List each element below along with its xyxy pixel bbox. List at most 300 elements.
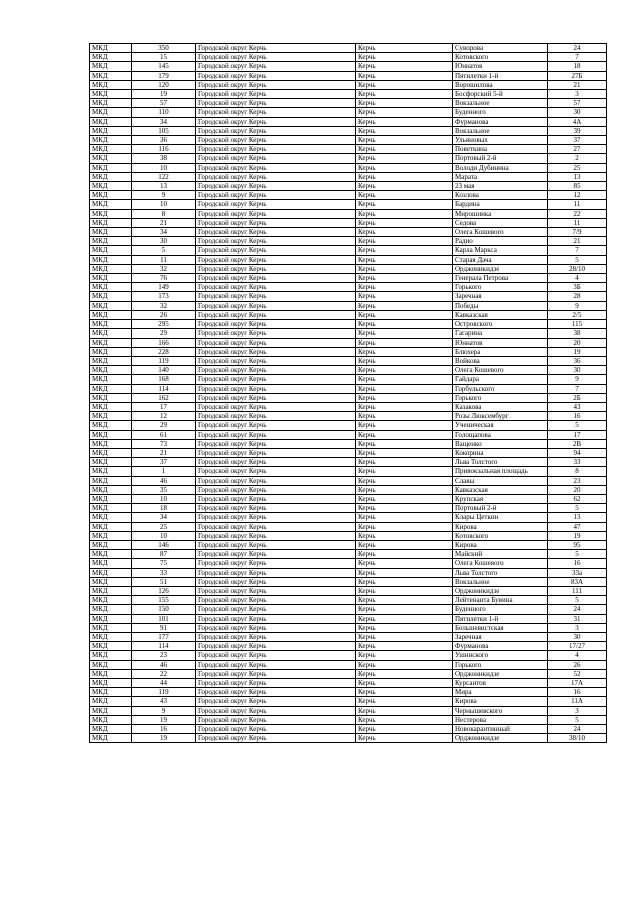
building-type-cell: МКД [90,191,132,200]
building-type-cell: МКД [90,310,132,319]
count-cell: 120 [132,80,196,89]
building-type-cell: МКД [90,679,132,688]
count-cell: 1 [132,467,196,476]
street-cell: Льва Толстого [453,568,548,577]
count-cell: 10 [132,163,196,172]
building-type-cell: МКД [90,725,132,734]
building-type-cell: МКД [90,531,132,540]
city-cell: Керчь [356,513,453,522]
table-row [90,329,607,338]
building-type-cell: МКД [90,53,132,62]
count-cell: 29 [132,329,196,338]
house-number-cell: 7/9 [548,228,607,237]
count-cell: 37 [132,458,196,467]
table-row [90,559,607,568]
city-cell: Керчь [356,209,453,218]
table-row [90,568,607,577]
city-cell: Керчь [356,669,453,678]
street-cell: Большевистская [453,623,548,632]
district-cell: Городской округ Керчь [196,71,356,80]
building-type-cell: МКД [90,669,132,678]
city-cell: Керчь [356,734,453,743]
building-type-cell: МКД [90,458,132,467]
house-number-cell: 3 [548,623,607,632]
table-row [90,200,607,209]
count-cell: 19 [132,90,196,99]
district-cell: Городской округ Керчь [196,53,356,62]
city-cell: Керчь [356,237,453,246]
street-cell: Чернышевского [453,706,548,715]
house-number-cell: 38 [548,329,607,338]
table-body [90,44,607,743]
city-cell: Керчь [356,283,453,292]
count-cell: 126 [132,586,196,595]
street-cell: Ученическая [453,421,548,430]
street-cell: Горького [453,660,548,669]
building-type-cell: МКД [90,412,132,421]
city-cell: Керчь [356,485,453,494]
house-number-cell: 20 [548,485,607,494]
street-cell: Вокзальное [453,99,548,108]
city-cell: Керчь [356,568,453,577]
street-cell: Гагарина [453,329,548,338]
building-type-cell: МКД [90,136,132,145]
count-cell: 38 [132,154,196,163]
city-cell: Керчь [356,329,453,338]
house-number-cell: 7 [548,53,607,62]
city-cell: Керчь [356,172,453,181]
district-cell: Городской округ Керчь [196,108,356,117]
district-cell: Городской округ Керчь [196,467,356,476]
building-type-cell: МКД [90,255,132,264]
table-row [90,218,607,227]
district-cell: Городской округ Керчь [196,559,356,568]
city-cell: Керчь [356,310,453,319]
table-row [90,228,607,237]
house-number-cell: 3Б [548,283,607,292]
table-row [90,633,607,642]
city-cell: Керчь [356,430,453,439]
street-cell: Лейтенанта Бувина [453,596,548,605]
building-type-cell: МКД [90,320,132,329]
count-cell: 162 [132,393,196,402]
building-type-cell: МКД [90,623,132,632]
house-number-cell: 27Б [548,71,607,80]
table-row [90,191,607,200]
district-cell: Городской округ Керчь [196,531,356,540]
house-number-cell: 31 [548,614,607,623]
street-cell: Кавказская [453,310,548,319]
table-row [90,660,607,669]
building-type-cell: МКД [90,568,132,577]
table-row [90,136,607,145]
district-cell: Городской округ Керчь [196,734,356,743]
building-type-cell: МКД [90,126,132,135]
table-row [90,642,607,651]
street-cell: Кавказская [453,485,548,494]
house-number-cell: 22 [548,209,607,218]
district-cell: Городской округ Керчь [196,163,356,172]
table-row [90,246,607,255]
house-number-cell: 95 [548,540,607,549]
table-row [90,264,607,273]
district-cell: Городской округ Керчь [196,679,356,688]
street-cell: Портовый 2-й [453,504,548,513]
count-cell: 23 [132,651,196,660]
count-cell: 116 [132,145,196,154]
count-cell: 16 [132,725,196,734]
table-row [90,651,607,660]
count-cell: 122 [132,172,196,181]
street-cell: Казакова [453,402,548,411]
district-cell: Городской округ Керчь [196,633,356,642]
city-cell: Керчь [356,540,453,549]
count-cell: 166 [132,338,196,347]
building-type-cell: МКД [90,439,132,448]
district-cell: Городской округ Керчь [196,62,356,71]
city-cell: Керчь [356,725,453,734]
street-cell: Горького [453,393,548,402]
table-row [90,596,607,605]
table-row [90,513,607,522]
district-cell: Городской округ Керчь [196,182,356,191]
building-type-cell: МКД [90,715,132,724]
district-cell: Городской округ Керчь [196,458,356,467]
district-cell: Городской округ Керчь [196,623,356,632]
house-number-cell: 5 [548,550,607,559]
count-cell: 43 [132,697,196,706]
district-cell: Городской округ Керчь [196,642,356,651]
building-type-cell: МКД [90,421,132,430]
building-type-cell: МКД [90,476,132,485]
city-cell: Керчь [356,126,453,135]
city-cell: Керчь [356,605,453,614]
count-cell: 73 [132,439,196,448]
table-row [90,338,607,347]
street-cell: Юннатов [453,62,548,71]
building-type-cell: МКД [90,448,132,457]
street-cell: Бардина [453,200,548,209]
count-cell: 145 [132,62,196,71]
house-number-cell: 111 [548,586,607,595]
count-cell: 101 [132,614,196,623]
city-cell: Керчь [356,274,453,283]
district-cell: Городской округ Керчь [196,292,356,301]
house-number-cell: 7 [548,384,607,393]
district-cell: Городской округ Керчь [196,725,356,734]
district-cell: Городской округ Керчь [196,513,356,522]
count-cell: 29 [132,421,196,430]
building-type-cell: МКД [90,467,132,476]
house-number-cell: 33 [548,458,607,467]
district-cell: Городской округ Керчь [196,605,356,614]
city-cell: Керчь [356,614,453,623]
house-number-cell: 21 [548,237,607,246]
street-cell: Генерала Петрова [453,274,548,283]
city-cell: Керчь [356,439,453,448]
city-cell: Керчь [356,393,453,402]
street-cell: Марата [453,172,548,181]
city-cell: Керчь [356,99,453,108]
district-cell: Городской округ Керчь [196,200,356,209]
street-cell: Суворова [453,44,548,53]
street-cell: Кирова [453,540,548,549]
house-number-cell: 19 [548,347,607,356]
city-cell: Керчь [356,550,453,559]
table-row [90,393,607,402]
count-cell: 46 [132,660,196,669]
street-cell: Орджоникидзе [453,586,548,595]
building-type-cell: МКД [90,264,132,273]
house-number-cell: 24 [548,44,607,53]
table-row [90,439,607,448]
city-cell: Керчь [356,660,453,669]
count-cell: 9 [132,191,196,200]
city-cell: Керчь [356,182,453,191]
table-row [90,623,607,632]
count-cell: 140 [132,366,196,375]
city-cell: Керчь [356,218,453,227]
table-row [90,412,607,421]
table-row [90,182,607,191]
table-row [90,540,607,549]
city-cell: Керчь [356,522,453,531]
district-cell: Городской округ Керчь [196,255,356,264]
house-number-cell: 26 [548,660,607,669]
building-type-cell: МКД [90,246,132,255]
building-type-cell: МКД [90,577,132,586]
building-type-cell: МКД [90,163,132,172]
building-type-cell: МКД [90,172,132,181]
building-type-cell: МКД [90,586,132,595]
count-cell: 35 [132,485,196,494]
table-row [90,375,607,384]
street-cell: Курсантов [453,679,548,688]
building-type-cell: МКД [90,393,132,402]
house-number-cell: 94 [548,448,607,457]
count-cell: 75 [132,559,196,568]
district-cell: Городской округ Керчь [196,393,356,402]
table-row [90,237,607,246]
count-cell: 150 [132,605,196,614]
city-cell: Керчь [356,356,453,365]
building-type-cell: МКД [90,90,132,99]
house-number-cell: 47 [548,522,607,531]
street-cell: Нестерова [453,715,548,724]
table-row [90,356,607,365]
city-cell: Керчь [356,421,453,430]
street-cell: Пятилетки 1-й [453,71,548,80]
table-row [90,448,607,457]
house-number-cell: 4А [548,117,607,126]
table-row [90,292,607,301]
table-row [90,71,607,80]
count-cell: 33 [132,568,196,577]
table-row [90,734,607,743]
house-number-cell: 21 [548,80,607,89]
house-number-cell: 5 [548,596,607,605]
table-row [90,172,607,181]
district-cell: Городской округ Керчь [196,614,356,623]
count-cell: 51 [132,577,196,586]
house-number-cell: 17А [548,679,607,688]
house-number-cell: 4 [548,274,607,283]
street-cell: Новокарантинный [453,725,548,734]
house-number-cell: 30 [548,108,607,117]
building-type-cell: МКД [90,384,132,393]
table-row [90,44,607,53]
city-cell: Керчь [356,586,453,595]
street-cell: Ващенко [453,439,548,448]
city-cell: Керчь [356,320,453,329]
city-cell: Керчь [356,117,453,126]
building-type-cell: МКД [90,633,132,642]
city-cell: Керчь [356,504,453,513]
house-number-cell: 28/10 [548,264,607,273]
house-number-cell: 13 [548,513,607,522]
street-cell: Льва Толстого [453,458,548,467]
district-cell: Городской округ Керчь [196,172,356,181]
table-row [90,384,607,393]
city-cell: Керчь [356,71,453,80]
building-type-cell: МКД [90,522,132,531]
count-cell: 350 [132,44,196,53]
district-cell: Городской округ Керчь [196,522,356,531]
city-cell: Керчь [356,559,453,568]
city-cell: Керчь [356,412,453,421]
district-cell: Городской округ Керчь [196,476,356,485]
table-row [90,605,607,614]
count-cell: 105 [132,126,196,135]
count-cell: 76 [132,274,196,283]
building-type-cell: МКД [90,614,132,623]
building-type-cell: МКД [90,375,132,384]
city-cell: Керчь [356,458,453,467]
district-cell: Городской округ Керчь [196,568,356,577]
count-cell: 119 [132,356,196,365]
house-number-cell: 25 [548,163,607,172]
table-row [90,301,607,310]
count-cell: 34 [132,228,196,237]
building-type-cell: МКД [90,218,132,227]
building-type-cell: МКД [90,540,132,549]
housing-registry-table [89,43,607,743]
house-number-cell: 16 [548,559,607,568]
table-row [90,209,607,218]
table-row [90,706,607,715]
count-cell: 46 [132,476,196,485]
count-cell: 228 [132,347,196,356]
count-cell: 119 [132,688,196,697]
street-cell: Портовый 2-й [453,154,548,163]
building-type-cell: МКД [90,559,132,568]
street-cell: Горького [453,283,548,292]
table-row [90,715,607,724]
house-number-cell: 85 [548,182,607,191]
count-cell: 21 [132,218,196,227]
count-cell: 91 [132,623,196,632]
house-number-cell: 37 [548,136,607,145]
count-cell: 12 [132,412,196,421]
table-row [90,99,607,108]
table-row [90,274,607,283]
district-cell: Городской округ Керчь [196,347,356,356]
city-cell: Керчь [356,688,453,697]
building-type-cell: МКД [90,706,132,715]
district-cell: Городской округ Керчь [196,596,356,605]
city-cell: Керчь [356,145,453,154]
district-cell: Городской округ Керчь [196,412,356,421]
count-cell: 21 [132,448,196,457]
district-cell: Городской округ Керчь [196,504,356,513]
district-cell: Городской округ Керчь [196,402,356,411]
count-cell: 179 [132,71,196,80]
district-cell: Городской округ Керчь [196,366,356,375]
count-cell: 9 [132,706,196,715]
count-cell: 10 [132,494,196,503]
city-cell: Керчь [356,90,453,99]
count-cell: 26 [132,310,196,319]
house-number-cell: 28 [548,292,607,301]
street-cell: Буденного [453,605,548,614]
table-row [90,531,607,540]
table-row [90,504,607,513]
street-cell: Голощапова [453,430,548,439]
count-cell: 146 [132,540,196,549]
city-cell: Керчь [356,264,453,273]
count-cell: 110 [132,108,196,117]
district-cell: Городской округ Керчь [196,485,356,494]
house-number-cell: 5 [548,715,607,724]
house-number-cell: 16 [548,412,607,421]
district-cell: Городской округ Керчь [196,310,356,319]
house-number-cell: 30 [548,366,607,375]
building-type-cell: МКД [90,642,132,651]
street-cell: Босфорский 5-й [453,90,548,99]
building-type-cell: МКД [90,402,132,411]
city-cell: Керчь [356,531,453,540]
district-cell: Городской округ Керчь [196,329,356,338]
house-number-cell: 8 [548,467,607,476]
table-row [90,476,607,485]
district-cell: Городской округ Керчь [196,706,356,715]
building-type-cell: МКД [90,485,132,494]
street-cell: Котовского [453,53,548,62]
street-cell: Блюхера [453,347,548,356]
count-cell: 44 [132,679,196,688]
district-cell: Городской округ Керчь [196,274,356,283]
count-cell: 17 [132,402,196,411]
house-number-cell: 3 [548,90,607,99]
count-cell: 8 [132,209,196,218]
district-cell: Городской округ Керчь [196,384,356,393]
house-number-cell: 17 [548,430,607,439]
street-cell: Старая Дача [453,255,548,264]
house-number-cell: 11 [548,218,607,227]
district-cell: Городской округ Керчь [196,126,356,135]
count-cell: 114 [132,384,196,393]
city-cell: Керчь [356,375,453,384]
street-cell: Седова [453,218,548,227]
city-cell: Керчь [356,108,453,117]
city-cell: Керчь [356,200,453,209]
building-type-cell: МКД [90,62,132,71]
city-cell: Керчь [356,228,453,237]
street-cell: Поветкина [453,145,548,154]
count-cell: 34 [132,117,196,126]
district-cell: Городской округ Керчь [196,209,356,218]
building-type-cell: МКД [90,338,132,347]
